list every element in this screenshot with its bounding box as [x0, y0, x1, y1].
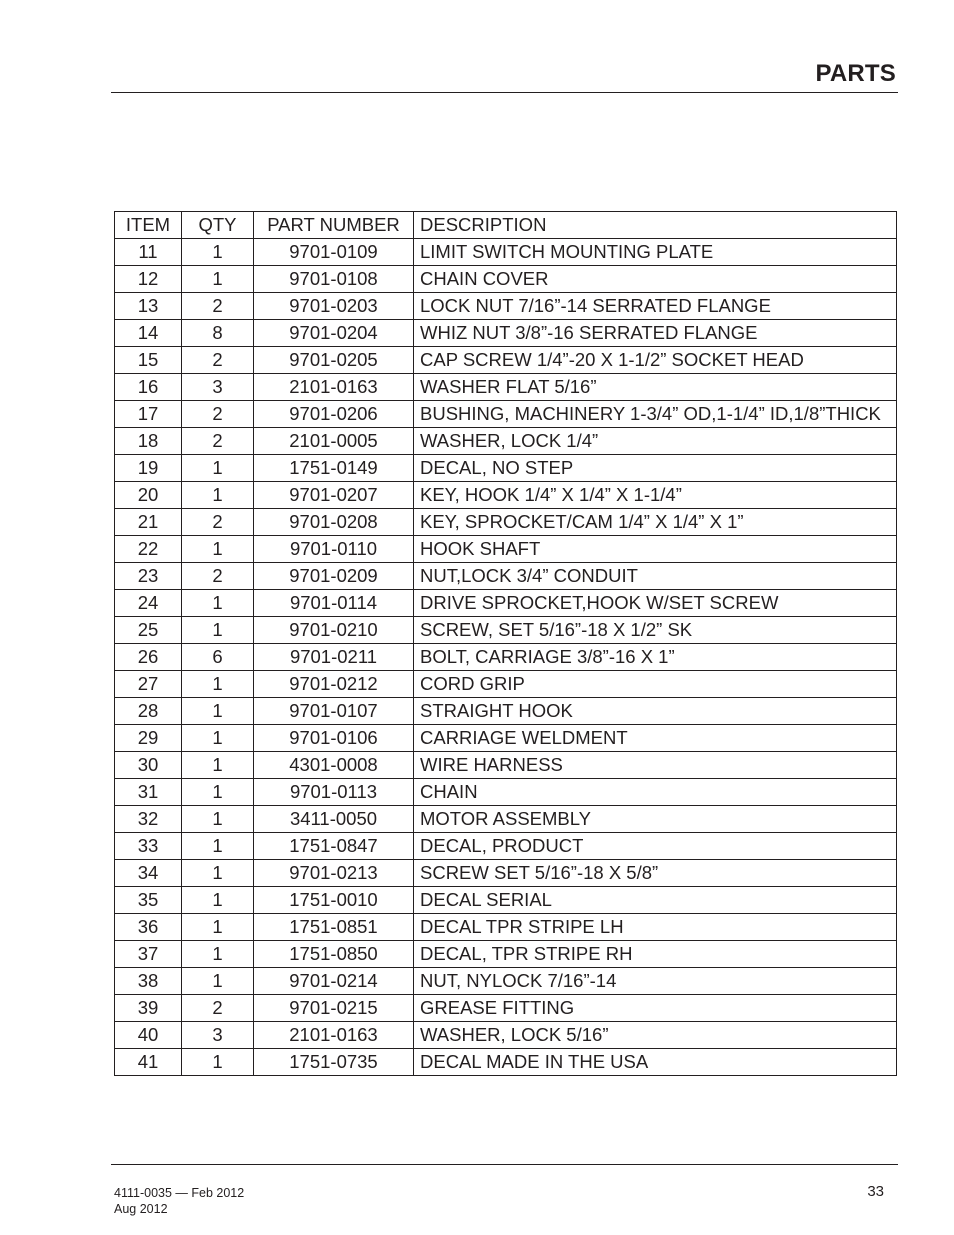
cell-qty: 1 — [182, 239, 254, 266]
table-row — [115, 266, 897, 293]
cell-item: 35 — [115, 887, 182, 914]
cell-description: CORD GRIP — [414, 671, 897, 698]
table-row — [115, 590, 897, 617]
cell-description: CHAIN — [414, 779, 897, 806]
table-row — [115, 536, 897, 563]
cell-part-number: 9701-0106 — [254, 725, 414, 752]
cell-qty: 3 — [182, 1022, 254, 1049]
table-row — [115, 1049, 897, 1076]
cell-item: 31 — [115, 779, 182, 806]
cell-item: 34 — [115, 860, 182, 887]
cell-description: MOTOR ASSEMBLY — [414, 806, 897, 833]
cell-description: CHAIN COVER — [414, 266, 897, 293]
cell-item: 32 — [115, 806, 182, 833]
cell-qty: 2 — [182, 509, 254, 536]
cell-qty: 1 — [182, 941, 254, 968]
cell-qty: 1 — [182, 590, 254, 617]
cell-qty: 1 — [182, 1049, 254, 1076]
header-divider — [111, 92, 898, 93]
cell-description: STRAIGHT HOOK — [414, 698, 897, 725]
cell-description: LIMIT SWITCH MOUNTING PLATE — [414, 239, 897, 266]
table-row — [115, 563, 897, 590]
table-row — [115, 293, 897, 320]
cell-description: DECAL TPR STRIPE LH — [414, 914, 897, 941]
cell-part-number: 1751-0149 — [254, 455, 414, 482]
cell-description: SCREW, SET 5/16”-18 X 1/2” SK — [414, 617, 897, 644]
table-row — [115, 347, 897, 374]
table-row — [115, 320, 897, 347]
cell-item: 17 — [115, 401, 182, 428]
cell-item: 12 — [115, 266, 182, 293]
cell-description: BOLT, CARRIAGE 3/8”-16 X 1” — [414, 644, 897, 671]
cell-item: 40 — [115, 1022, 182, 1049]
table-row — [115, 1022, 897, 1049]
table-row — [115, 698, 897, 725]
cell-qty: 1 — [182, 806, 254, 833]
cell-qty: 1 — [182, 833, 254, 860]
cell-part-number: 9701-0107 — [254, 698, 414, 725]
cell-description: WHIZ NUT 3/8”-16 SERRATED FLANGE — [414, 320, 897, 347]
cell-part-number: 9701-0203 — [254, 293, 414, 320]
cell-item: 11 — [115, 239, 182, 266]
cell-qty: 2 — [182, 347, 254, 374]
cell-part-number: 9701-0114 — [254, 590, 414, 617]
cell-item: 30 — [115, 752, 182, 779]
cell-qty: 2 — [182, 401, 254, 428]
cell-qty: 1 — [182, 671, 254, 698]
table-row — [115, 482, 897, 509]
cell-qty: 2 — [182, 995, 254, 1022]
cell-item: 24 — [115, 590, 182, 617]
cell-description: WIRE HARNESS — [414, 752, 897, 779]
cell-part-number: 9701-0204 — [254, 320, 414, 347]
cell-qty: 1 — [182, 455, 254, 482]
cell-qty: 1 — [182, 860, 254, 887]
cell-part-number: 3411-0050 — [254, 806, 414, 833]
parts-table — [114, 211, 897, 1076]
cell-description: BUSHING, MACHINERY 1-3/4” OD,1-1/4” ID,1/8”THICK — [414, 401, 897, 428]
cell-description: SCREW SET 5/16”-18 X 5/8” — [414, 860, 897, 887]
cell-part-number: 9701-0210 — [254, 617, 414, 644]
cell-description: KEY, HOOK 1/4” X 1/4” X 1-1/4” — [414, 482, 897, 509]
cell-qty: 1 — [182, 968, 254, 995]
table-row — [115, 617, 897, 644]
cell-part-number: 9701-0209 — [254, 563, 414, 590]
column-header-item: ITEM — [115, 212, 182, 239]
cell-qty: 2 — [182, 293, 254, 320]
cell-part-number: 1751-0850 — [254, 941, 414, 968]
cell-part-number: 9701-0212 — [254, 671, 414, 698]
cell-qty: 6 — [182, 644, 254, 671]
cell-description: NUT, NYLOCK 7/16”-14 — [414, 968, 897, 995]
page-title: PARTS — [815, 60, 896, 87]
cell-item: 15 — [115, 347, 182, 374]
table-row — [115, 887, 897, 914]
cell-part-number: 1751-0847 — [254, 833, 414, 860]
cell-qty: 1 — [182, 482, 254, 509]
cell-part-number: 2101-0163 — [254, 1022, 414, 1049]
cell-description: WASHER, LOCK 1/4” — [414, 428, 897, 455]
table-row — [115, 644, 897, 671]
cell-part-number: 9701-0208 — [254, 509, 414, 536]
cell-item: 33 — [115, 833, 182, 860]
cell-item: 38 — [115, 968, 182, 995]
column-header-qty: QTY — [182, 212, 254, 239]
cell-qty: 3 — [182, 374, 254, 401]
table-row — [115, 995, 897, 1022]
cell-item: 25 — [115, 617, 182, 644]
cell-item: 23 — [115, 563, 182, 590]
cell-part-number: 9701-0215 — [254, 995, 414, 1022]
cell-description: GREASE FITTING — [414, 995, 897, 1022]
cell-item: 39 — [115, 995, 182, 1022]
cell-part-number: 9701-0214 — [254, 968, 414, 995]
cell-item: 26 — [115, 644, 182, 671]
cell-part-number: 4301-0008 — [254, 752, 414, 779]
cell-description: KEY, SPROCKET/CAM 1/4” X 1/4” X 1” — [414, 509, 897, 536]
table-row — [115, 914, 897, 941]
cell-item: 14 — [115, 320, 182, 347]
page-number: 33 — [867, 1183, 884, 1200]
column-header-description: DESCRIPTION — [414, 212, 897, 239]
cell-description: WASHER FLAT 5/16” — [414, 374, 897, 401]
cell-description: DECAL SERIAL — [414, 887, 897, 914]
table-row — [115, 752, 897, 779]
cell-description: DRIVE SPROCKET,HOOK W/SET SCREW — [414, 590, 897, 617]
cell-qty: 8 — [182, 320, 254, 347]
cell-description: WASHER, LOCK 5/16” — [414, 1022, 897, 1049]
cell-item: 28 — [115, 698, 182, 725]
cell-item: 18 — [115, 428, 182, 455]
cell-description: LOCK NUT 7/16”-14 SERRATED FLANGE — [414, 293, 897, 320]
cell-description: CAP SCREW 1/4”-20 X 1-1/2” SOCKET HEAD — [414, 347, 897, 374]
footer-revision-date: Aug 2012 — [114, 1202, 168, 1216]
cell-qty: 1 — [182, 266, 254, 293]
table-row — [115, 401, 897, 428]
cell-qty: 1 — [182, 887, 254, 914]
table-row — [115, 509, 897, 536]
cell-item: 20 — [115, 482, 182, 509]
cell-part-number: 9701-0211 — [254, 644, 414, 671]
cell-description: DECAL, TPR STRIPE RH — [414, 941, 897, 968]
table-row — [115, 779, 897, 806]
table-row — [115, 428, 897, 455]
table-row — [115, 806, 897, 833]
cell-qty: 1 — [182, 725, 254, 752]
cell-item: 13 — [115, 293, 182, 320]
cell-description: DECAL, PRODUCT — [414, 833, 897, 860]
cell-part-number: 9701-0113 — [254, 779, 414, 806]
cell-qty: 1 — [182, 698, 254, 725]
cell-part-number: 1751-0735 — [254, 1049, 414, 1076]
footer-doc-info — [114, 1185, 244, 1217]
cell-qty: 2 — [182, 428, 254, 455]
cell-item: 16 — [115, 374, 182, 401]
footer-doc-number: 4111-0035 — Feb 2012 — [114, 1186, 245, 1200]
cell-description: CARRIAGE WELDMENT — [414, 725, 897, 752]
cell-item: 29 — [115, 725, 182, 752]
cell-item: 37 — [115, 941, 182, 968]
cell-qty: 2 — [182, 563, 254, 590]
cell-description: NUT,LOCK 3/4” CONDUIT — [414, 563, 897, 590]
table-row — [115, 941, 897, 968]
cell-description: HOOK SHAFT — [414, 536, 897, 563]
cell-item: 36 — [115, 914, 182, 941]
cell-item: 27 — [115, 671, 182, 698]
table-row — [115, 968, 897, 995]
cell-part-number: 9701-0213 — [254, 860, 414, 887]
cell-part-number: 2101-0163 — [254, 374, 414, 401]
cell-description: DECAL MADE IN THE USA — [414, 1049, 897, 1076]
cell-part-number: 9701-0205 — [254, 347, 414, 374]
cell-qty: 1 — [182, 914, 254, 941]
cell-description: DECAL, NO STEP — [414, 455, 897, 482]
cell-part-number: 9701-0108 — [254, 266, 414, 293]
cell-part-number: 1751-0851 — [254, 914, 414, 941]
column-header-part-number: PART NUMBER — [254, 212, 414, 239]
cell-item: 21 — [115, 509, 182, 536]
cell-item: 22 — [115, 536, 182, 563]
table-row — [115, 374, 897, 401]
cell-part-number: 9701-0207 — [254, 482, 414, 509]
table-row — [115, 671, 897, 698]
cell-part-number: 9701-0109 — [254, 239, 414, 266]
footer-divider — [111, 1164, 898, 1165]
cell-item: 19 — [115, 455, 182, 482]
cell-part-number: 1751-0010 — [254, 887, 414, 914]
cell-qty: 1 — [182, 752, 254, 779]
table-row — [115, 833, 897, 860]
cell-part-number: 9701-0110 — [254, 536, 414, 563]
table-header-row — [115, 212, 897, 239]
table-row — [115, 239, 897, 266]
cell-qty: 1 — [182, 617, 254, 644]
table-row — [115, 455, 897, 482]
table-row — [115, 725, 897, 752]
table-row — [115, 860, 897, 887]
cell-part-number: 2101-0005 — [254, 428, 414, 455]
cell-qty: 1 — [182, 536, 254, 563]
parts-table-body — [115, 239, 897, 1076]
cell-qty: 1 — [182, 779, 254, 806]
cell-part-number: 9701-0206 — [254, 401, 414, 428]
cell-item: 41 — [115, 1049, 182, 1076]
